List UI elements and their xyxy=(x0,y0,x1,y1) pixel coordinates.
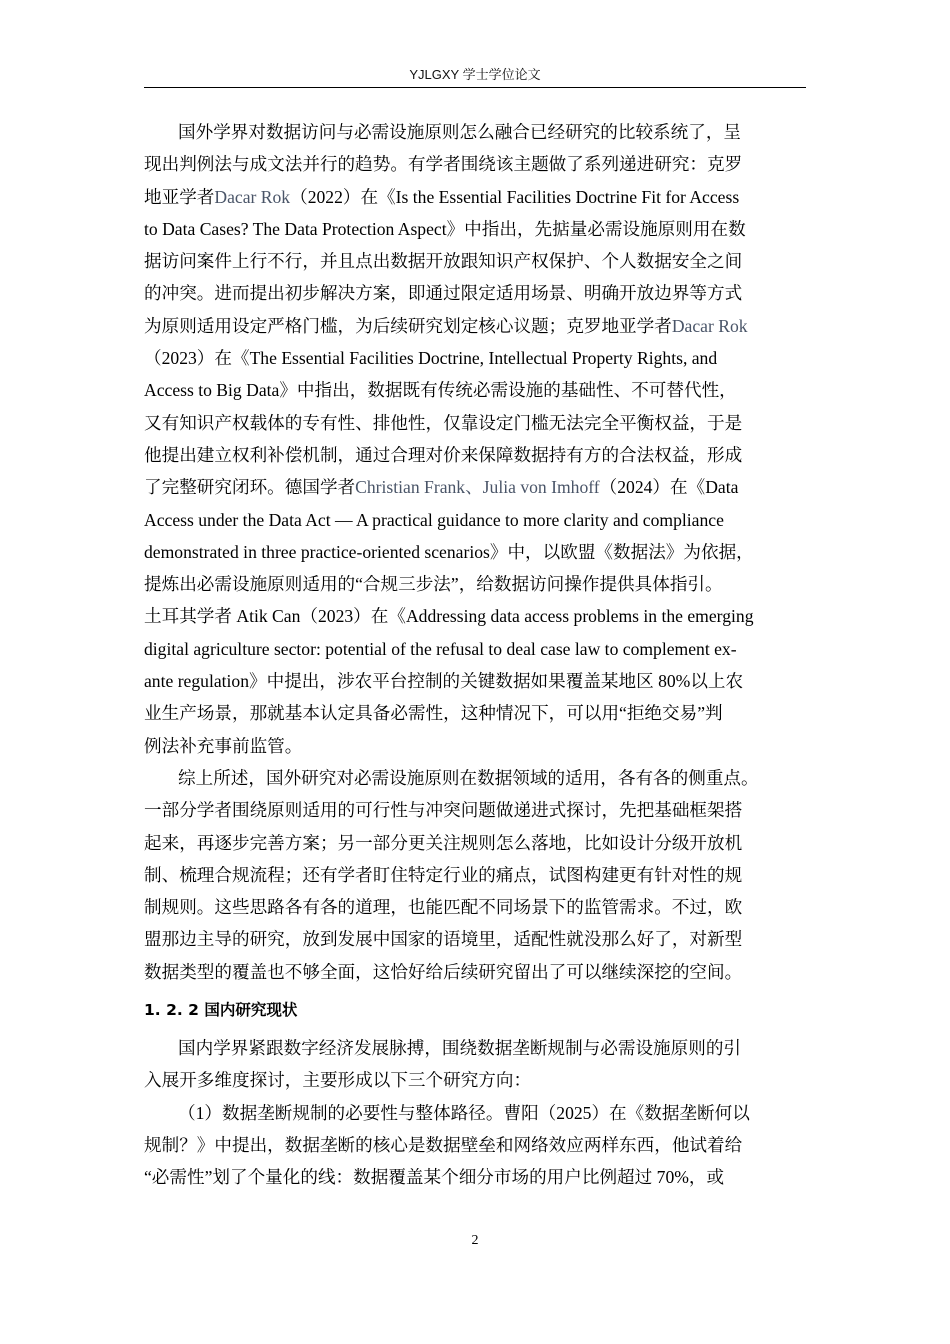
text-line xyxy=(144,277,806,309)
text-segment: 提炼出必需设施原则适用的“合规三步法”，给数据访问操作提供具体指引。 xyxy=(144,574,723,595)
text-segment: 了完整研究闭环。德国学者 xyxy=(144,477,356,498)
text-segment: 现出判例法与成文法并行的趋势。有学者围绕该主题做了系列递进研究：克罗 xyxy=(144,154,743,175)
text-line xyxy=(144,245,806,277)
text-line: 入展开多维度探讨，主要形成以下三个研究方向： xyxy=(144,1070,532,1091)
running-header: YJLGXY 学士学位论文 xyxy=(409,67,541,82)
text-line: 规制？》中提出，数据垄断的核心是数据壁垒和网络效应两样东西，他试着给 xyxy=(144,1134,743,1155)
text-line: 综上所述，国外研究对必需设施原则在数据领域的适用，各有各的侧重点。 xyxy=(178,767,759,788)
text-line: 起来，再逐步完善方案；另一部分更关注规则怎么落地，比如设计分级开放机 xyxy=(144,832,743,853)
paragraph-summary xyxy=(144,762,806,988)
text-line xyxy=(144,536,806,568)
text-segment: 的冲突。进而提出初步解决方案，即通过限定适用场景、明确开放边界等方式 xyxy=(144,283,743,304)
text-line: 一部分学者围绕原则适用的可行性与冲突问题做递进式探讨，先把基础框架搭 xyxy=(144,800,743,821)
paragraph-foreign-studies xyxy=(144,116,806,762)
text-line xyxy=(144,148,806,180)
body-text xyxy=(144,116,806,1194)
text-segment: digital agriculture sector: potential of the refusal to deal case law to complement ex- xyxy=(144,638,737,659)
text-line: 制规则。这些思路各有各的道理，也能匹配不同场景下的监管需求。不过，欧 xyxy=(144,897,743,918)
text-line xyxy=(144,116,806,148)
text-line xyxy=(144,665,806,697)
text-segment: Access under the Data Act — A practical guidance to more clarity and compliance xyxy=(144,509,724,530)
section-heading: 1. 2. 2 国内研究现状 xyxy=(144,1001,298,1020)
text-line: 盟那边主导的研究，放到发展中国家的语境里，适配性就没那么好了，对新型 xyxy=(144,929,743,950)
text-line xyxy=(144,374,806,406)
text-segment: 地亚学者 xyxy=(144,186,215,207)
text-line xyxy=(144,600,806,632)
text-segment: Access to Big Data》中指出，数据既有传统必需设施的基础性、不可替代性， xyxy=(144,380,737,401)
text-line xyxy=(144,568,806,600)
text-segment: ante regulation》中提出，涉农平台控制的关键数据如果覆盖某地区 80%以上农 xyxy=(144,671,744,692)
text-segment: demonstrated in three practice-oriented scenarios》中，以欧盟《数据法》为依据， xyxy=(144,541,754,562)
text-line xyxy=(144,213,806,245)
text-segment: to Data Cases? The Data Protection Aspect》中指出，先掂量必需设施原则用在数 xyxy=(144,218,746,239)
page-number: 2 xyxy=(471,1233,479,1248)
text-segment: （2024）在《Data xyxy=(599,477,739,498)
paragraph-research-direction-1 xyxy=(144,1097,806,1194)
text-segment: 他提出建立权利补偿机制，通过合理对价来保障数据持有方的合法权益，形成 xyxy=(144,444,743,465)
text-line xyxy=(144,697,806,729)
text-line xyxy=(144,633,806,665)
text-line: 国内学界紧跟数字经济发展脉搏，围绕数据垄断规制与必需设施原则的引 xyxy=(178,1038,742,1059)
text-segment: 例法补充事前监管。 xyxy=(144,735,303,756)
text-line: 制、梳理合规流程；还有学者盯住特定行业的痛点，试图构建更有针对性的规 xyxy=(144,864,743,885)
text-line: “必需性”划了个量化的线：数据覆盖某个细分市场的用户比例超过 70%，或 xyxy=(144,1167,725,1188)
header-divider xyxy=(144,87,806,88)
author-name: Christian Frank、Julia von Imhoff xyxy=(355,477,600,498)
text-segment: 据访问案件上行不行，并且点出数据开放跟知识产权保护、个人数据安全之间 xyxy=(144,251,743,272)
paragraph-domestic-intro xyxy=(144,1032,806,1097)
text-segment: 为原则适用设定严格门槛，为后续研究划定核心议题；克罗地亚学者 xyxy=(144,315,672,336)
text-line xyxy=(144,471,806,503)
text-line xyxy=(144,310,806,342)
text-line xyxy=(144,730,806,762)
text-line xyxy=(144,342,806,374)
text-line: 数据类型的覆盖也不够全面，这恰好给后续研究留出了可以继续深挖的空间。 xyxy=(144,961,743,982)
text-segment: 国外学界对数据访问与必需设施原则怎么融合已经研究的比较系统了，呈 xyxy=(178,122,742,142)
text-segment: 业生产场景，那就基本认定具备必需性，这种情况下，可以用“拒绝交易”判 xyxy=(144,703,723,724)
text-segment: （2023）在《The Essential Facilities Doctrine, Intellectual Property Rights, and xyxy=(144,348,718,369)
author-name: Dacar Rok xyxy=(671,315,748,336)
text-line xyxy=(144,407,806,439)
text-line xyxy=(144,504,806,536)
text-segment: 土耳其学者 Atik Can（2023）在《Addressing data access problems in the emerging xyxy=(144,606,754,627)
text-line xyxy=(144,181,806,213)
text-line: （1）数据垄断规制的必要性与整体路径。曹阳（2025）在《数据垄断何以 xyxy=(178,1102,750,1123)
text-line xyxy=(144,439,806,471)
author-name: Dacar Rok xyxy=(214,186,291,207)
text-segment: 又有知识产权载体的专有性、排他性，仅靠设定门槛无法完全平衡权益，于是 xyxy=(144,412,743,433)
text-segment: （2022）在《Is the Essential Facilities Doctrine Fit for Access xyxy=(290,186,740,207)
